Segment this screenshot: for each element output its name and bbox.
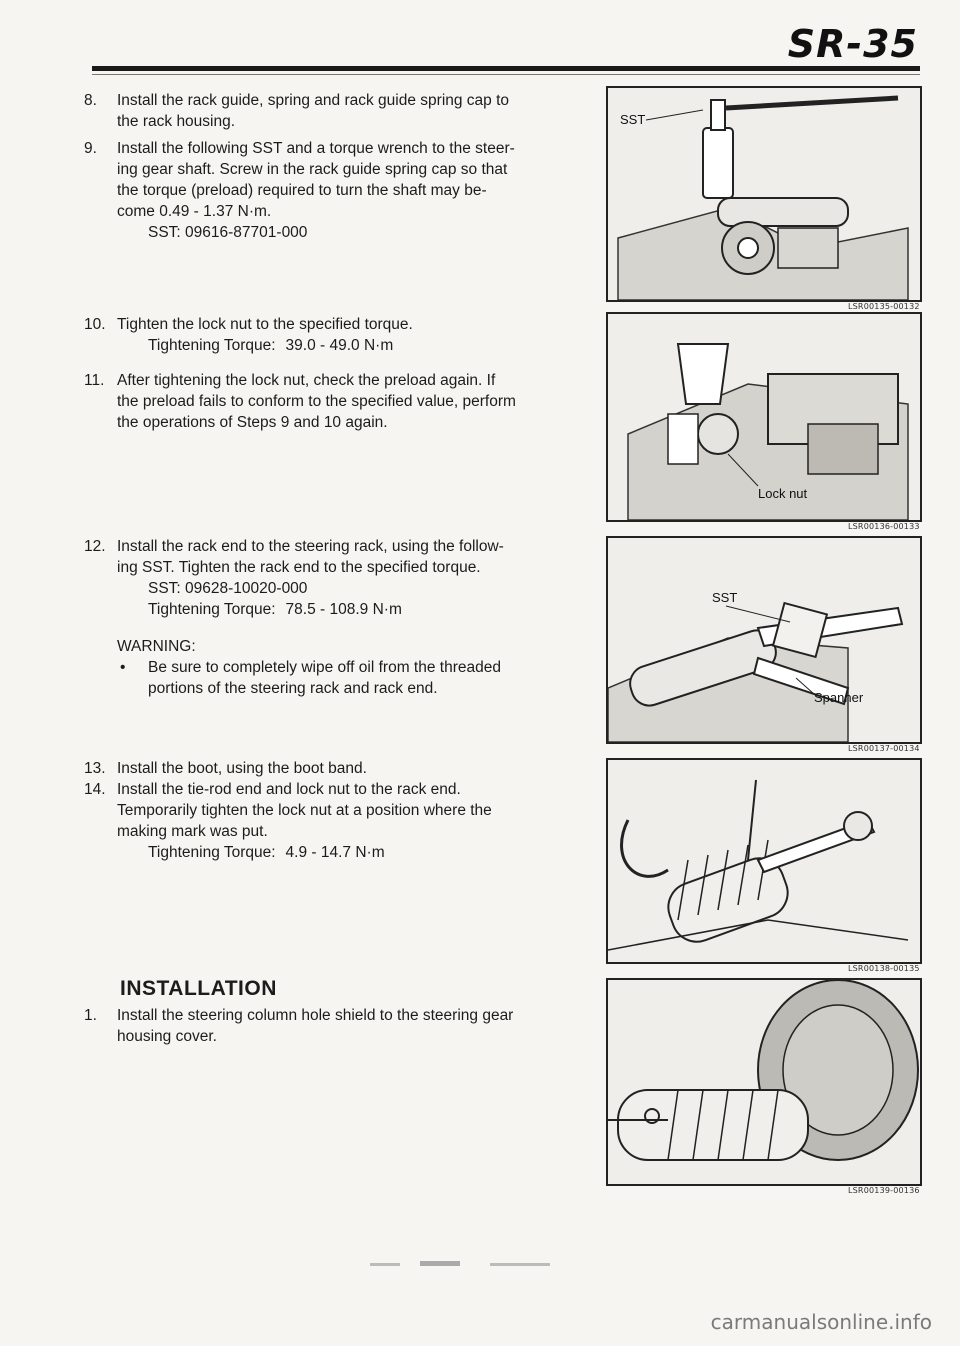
- step-12: [84, 536, 584, 620]
- warning-line: Be sure to completely wipe off oil from the threaded: [148, 659, 501, 676]
- step-line: Install the boot, using the boot band.: [117, 760, 367, 777]
- figure-code: LSR00136-00133: [848, 522, 920, 531]
- watermark: carmanualsonline.info: [710, 1310, 932, 1334]
- figure-code: LSR00139-00136: [848, 1186, 920, 1195]
- torque-value: 4.9 - 14.7 N·m: [285, 844, 385, 861]
- figure-boot-tie-rod: [606, 758, 922, 964]
- step-number: 1.: [84, 1007, 97, 1024]
- figure-label: SST: [620, 112, 646, 127]
- figure-sst-spanner: [606, 536, 922, 744]
- section-title: INSTALLATION: [120, 977, 277, 1000]
- torque-spec: [117, 599, 584, 620]
- bullet-dot: •: [120, 659, 126, 676]
- step-8: [84, 90, 584, 132]
- sst-number: SST: 09616-87701-000: [148, 224, 308, 241]
- step-line: the rack housing.: [117, 113, 236, 130]
- step-line: ing SST. Tighten the rack end to the specified torque.: [117, 559, 481, 576]
- torque-spec: [117, 335, 584, 356]
- torque-value: 39.0 - 49.0 N·m: [285, 337, 394, 354]
- step-line: come 0.49 - 1.37 N·m.: [117, 203, 272, 220]
- step-number: 11.: [84, 372, 105, 389]
- steps-block-3: [84, 536, 584, 699]
- step-line: housing cover.: [117, 1028, 217, 1045]
- steps-block-2: [84, 314, 584, 439]
- figure-code: LSR00138-00135: [848, 964, 920, 973]
- figure-label: Lock nut: [758, 486, 808, 501]
- step-line: Install the steering column hole shield to the steering gear: [117, 1007, 514, 1024]
- step-line: After tightening the lock nut, check the preload again. If: [117, 372, 496, 389]
- step-number: 10.: [84, 316, 106, 333]
- step-line: Temporarily tighten the lock nut at a position where the: [117, 802, 492, 819]
- step-line: Install the following SST and a torque wrench to the steer-: [117, 140, 515, 157]
- header-rule: [92, 66, 920, 71]
- torque-value: 78.5 - 108.9 N·m: [285, 601, 402, 618]
- figure-label: SST: [712, 590, 738, 605]
- header-rule-thin: [92, 74, 920, 75]
- step-line: making mark was put.: [117, 823, 268, 840]
- step-line: Install the rack guide, spring and rack guide spring cap to: [117, 92, 510, 109]
- step-line: the torque (preload) required to turn the shaft may be-: [117, 182, 487, 199]
- step-line: the operations of Steps 9 and 10 again.: [117, 414, 388, 431]
- step-14: [84, 779, 584, 863]
- scan-mark: [360, 1255, 600, 1275]
- figure-column-hole-shield: [606, 978, 922, 1186]
- figure-illustration: [608, 314, 920, 520]
- step-10: [84, 314, 584, 356]
- figure-label: Spanner: [814, 690, 864, 705]
- figure-illustration: [608, 88, 920, 300]
- page-code: SR-35: [787, 22, 918, 66]
- installation-step-1: [84, 1005, 584, 1047]
- step-13: [84, 758, 584, 779]
- steps-block-1: [84, 90, 584, 243]
- step-number: 14.: [84, 781, 106, 798]
- figure-illustration: [608, 538, 920, 742]
- step-9: [84, 138, 584, 222]
- step-11: [84, 370, 584, 433]
- step-number: 12.: [84, 538, 106, 555]
- step-line: Tighten the lock nut to the specified torque.: [117, 316, 413, 333]
- warning-line: portions of the steering rack and rack end.: [148, 680, 438, 697]
- step-line: the preload fails to conform to the specified value, perform: [117, 393, 516, 410]
- step-line: ing gear shaft. Screw in the rack guide spring cap so that: [117, 161, 508, 178]
- figure-illustration: [608, 980, 920, 1184]
- torque-label: Tightening Torque:: [148, 337, 276, 354]
- step-line: Install the tie-rod end and lock nut to the rack end.: [117, 781, 461, 798]
- torque-label: Tightening Torque:: [148, 601, 276, 618]
- warning-title: WARNING:: [117, 638, 196, 655]
- step-number: 8.: [84, 92, 97, 109]
- torque-spec: [117, 842, 584, 863]
- torque-label: Tightening Torque:: [148, 844, 276, 861]
- figure-sst-torque-wrench: [606, 86, 922, 302]
- figure-lock-nut: [606, 312, 922, 522]
- figure-code: LSR00135-00132: [848, 302, 920, 311]
- sst-number: SST: 09628-10020-000: [148, 580, 308, 597]
- figure-code: LSR00137-00134: [848, 744, 920, 753]
- steps-block-4: [84, 758, 584, 869]
- step-number: 9.: [84, 140, 97, 157]
- warning-bullet: [84, 657, 584, 699]
- figure-illustration: [608, 760, 920, 962]
- step-line: Install the rack end to the steering rack, using the follow-: [117, 538, 504, 555]
- step-number: 13.: [84, 760, 106, 777]
- installation-block: [84, 978, 584, 1053]
